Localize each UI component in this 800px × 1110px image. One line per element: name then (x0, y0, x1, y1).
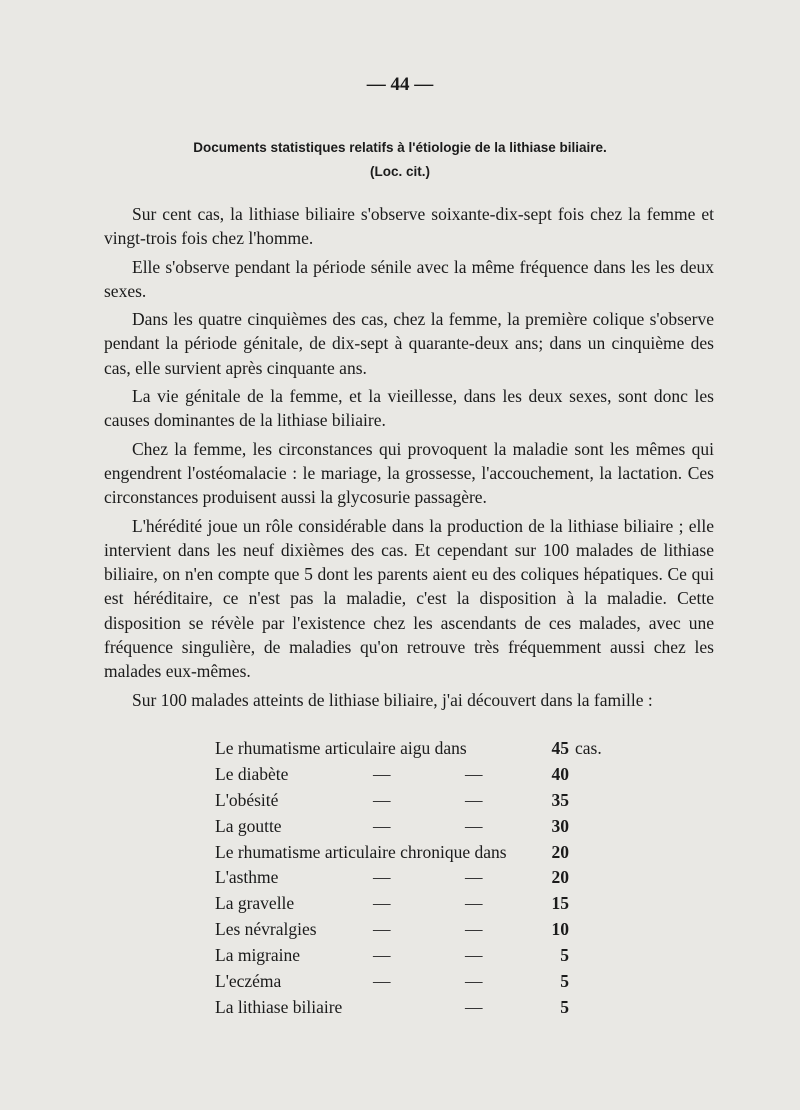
stat-row (215, 945, 635, 971)
stat-row (215, 842, 635, 868)
stat-label: Le rhumatisme articulaire chronique dans (215, 841, 507, 862)
section-heading (60, 136, 740, 184)
stat-value: 40 (551, 763, 569, 784)
family-statistics-list (215, 738, 635, 1023)
stat-row (215, 867, 635, 893)
stat-value: 45 (551, 738, 569, 758)
stat-value: 15 (551, 893, 569, 914)
stat-value: 20 (551, 841, 569, 862)
ditto-dash: — (373, 815, 391, 836)
ditto-dash: — (373, 893, 391, 914)
stat-label: La migraine (215, 945, 301, 966)
stat-row (215, 764, 635, 790)
stat-label: Les névralgies (215, 919, 317, 940)
stat-label: Le rhumatisme articulaire aigu dans (215, 738, 467, 758)
ditto-dash: — (465, 763, 483, 784)
stat-row (215, 971, 635, 997)
ditto-dash: — (465, 789, 483, 810)
stat-value: 35 (551, 789, 569, 810)
stat-label: Le diabète (215, 763, 289, 784)
stat-value: 30 (551, 815, 569, 836)
ditto-dash: — (373, 763, 391, 784)
stat-label: L'asthme (215, 867, 279, 888)
ditto-dash: — (373, 789, 391, 810)
ditto-dash: — (465, 919, 483, 940)
ditto-dash: — (465, 945, 483, 966)
stat-label: La lithiase biliaire (215, 996, 343, 1017)
ditto-dash: — (373, 867, 391, 888)
ditto-dash: — (373, 971, 391, 992)
paragraph: Dans les quatre cinquièmes des cas, chez la femme, la première colique s'observe pendant la période génitale, de dix-sept à quarante-deux ans; dans un cinquième des cas, elle survient après cinquante ans. (104, 309, 714, 378)
stat-label: La gravelle (215, 893, 295, 914)
stat-value: 5 (560, 996, 569, 1017)
ditto-dash: — (465, 893, 483, 914)
stat-row (215, 738, 635, 764)
stat-label: La goutte (215, 815, 282, 836)
ditto-dash: — (465, 996, 483, 1017)
paragraph: Sur cent cas, la lithiase biliaire s'observe soixante-dix-sept fois chez la femme et vingt-trois fois chez l'homme. (104, 204, 714, 249)
paragraph: Chez la femme, les circonstances qui provoquent la maladie sont les mêmes qui engendrent l'ostéomalacie : le mariage, la grossesse, l'accouchement, la lactation. Ces circonstances produisent aussi la glycosurie passagère. (104, 438, 714, 508)
stat-row (215, 893, 635, 919)
stat-value: 10 (551, 919, 569, 940)
stat-row (215, 919, 635, 945)
ditto-dash: — (465, 867, 483, 888)
heading-citation: (Loc. cit.) (370, 164, 430, 179)
stat-label: L'obésité (215, 789, 279, 810)
stat-row (215, 997, 635, 1023)
heading-title: Documents statistiques relatifs à l'étiologie de la lithiase biliaire. (193, 140, 607, 155)
stat-row (215, 790, 635, 816)
stat-label: L'eczéma (215, 971, 282, 992)
paragraph: Elle s'observe pendant la période sénile avec la même fréquence dans les les deux sexes. (104, 256, 714, 301)
ditto-dash: — (373, 945, 391, 966)
ditto-dash: — (465, 971, 483, 992)
stat-unit: cas. (575, 738, 602, 758)
stat-value: 5 (560, 971, 569, 992)
stat-value: 5 (560, 945, 569, 966)
paragraph: La vie génitale de la femme, et la vieillesse, dans les deux sexes, sont donc les causes dominantes de la lithiase biliaire. (104, 386, 714, 431)
paragraph: Sur 100 malades atteints de lithiase biliaire, j'ai découvert dans la famille : (132, 689, 653, 710)
page-number: — 44 — (366, 74, 434, 95)
paragraph: L'hérédité joue un rôle considérable dans la production de la lithiase biliaire ; elle intervient dans les neuf dixièmes des cas. Et cependant sur 100 malades de lithiase biliaire, on n'en compte que 5 dont les parents aient eu des coliques hépatiques. Ce qui est héréditaire, ce n'est pas la maladie, c'est la disposition à la maladie. Cette disposition se révèle par l'existence chez les ascendants de ces malades, avec une fréquence singulière, de maladies qu'on retrouve très fréquemment aussi chez les malades eux-mêmes. (104, 515, 714, 682)
stat-value: 20 (551, 867, 569, 888)
ditto-dash: — (373, 919, 391, 940)
ditto-dash: — (465, 815, 483, 836)
body-text (104, 202, 714, 716)
stat-row (215, 816, 635, 842)
